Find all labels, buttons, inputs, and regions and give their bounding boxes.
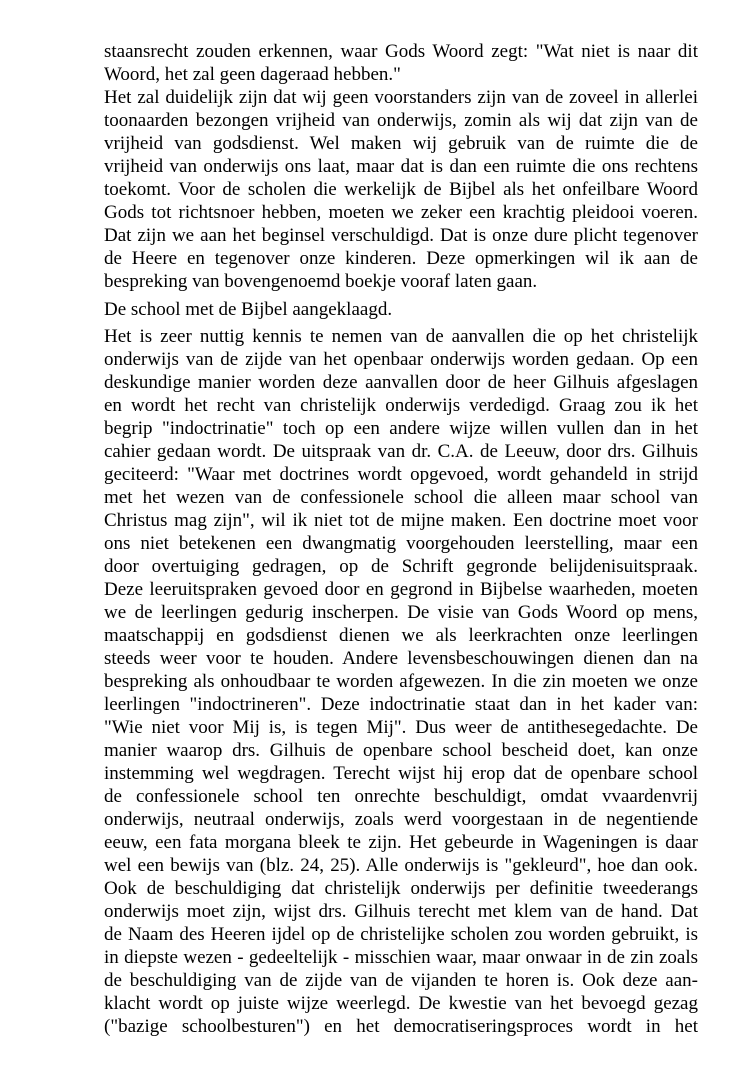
text-line: manier waarop drs. Gilhuis de openbare school bescheid doet, kan onze: [104, 740, 698, 761]
text-line: we de leerlingen gedurig inscherpen. De visie van Gods Woord op mens,: [104, 602, 698, 623]
text-line: Christus mag zijn", wil ik niet tot de mijne maken. Een doctrine moet voor: [104, 510, 698, 531]
text-line: Het is zeer nuttig kennis te nemen van de aanvallen die op het christelijk: [104, 326, 698, 347]
text-line: toonaarden bezongen vrijheid van onderwijs, zomin als wij dat zijn van de: [104, 110, 698, 131]
text-line: Het zal duidelijk zijn dat wij geen voorstanders zijn van de zoveel in allerlei: [104, 87, 698, 108]
text-line: de Heere en tegenover onze kinderen. Deze opmerkingen wil ik aan de: [104, 248, 698, 269]
text-line: Deze leeruitspraken gevoed door en gegrond in Bijbelse waarheden, moeten: [104, 579, 698, 600]
text-line: Dat zijn we aan het beginsel verschuldigd. Dat is onze dure plicht tegenover: [104, 225, 698, 246]
text-line: de beschuldiging van de zijde van de vijanden te horen is. Ook deze aan-: [104, 970, 698, 991]
text-line: de Naam des Heeren ijdel op de christelijke scholen zou worden gebruikt, is: [104, 924, 698, 945]
text-line: met het wezen van de confessionele school die alleen maar school van: [104, 487, 698, 508]
text-line: wel een bewijs van (blz. 24, 25). Alle onderwijs is "gekleurd", hoe dan ook.: [104, 855, 698, 876]
text-line: vrijheid van onderwijs ons laat, maar dat is dan een ruimte die ons rechtens: [104, 156, 698, 177]
body-paragraph: [104, 325, 698, 1038]
text-line: maatschappij en godsdienst dienen we als leerkrachten onze leerlingen: [104, 625, 698, 646]
text-line: Gods tot richtsnoer hebben, moeten we zeker een krachtig pleidooi voeren.: [104, 202, 698, 223]
text-line: cahier gedaan wordt. De uitspraak van dr. C.A. de Leeuw, door drs. Gilhuis: [104, 441, 698, 462]
text-line: bespreking van bovengenoemd boekje vooraf laten gaan.: [104, 271, 538, 292]
text-line: instemming wel wegdragen. Terecht wijst hij erop dat de openbare school: [104, 763, 698, 784]
text-line: onderwijs moet zijn, wijst drs. Gilhuis terecht met klem van de hand. Dat: [104, 901, 698, 922]
section-heading-text: De school met de Bijbel aangeklaagd.: [104, 299, 393, 320]
section-heading: [104, 298, 698, 321]
text-line: door overtuiging gedragen, op de Schrift gegronde belijdenisuitspraak.: [104, 556, 698, 577]
text-line: steeds weer voor te houden. Andere levensbeschouwingen dienen dan na: [104, 648, 698, 669]
text-line: bespreking als onhoudbaar te worden afgewezen. In die zin moeten we onze: [104, 671, 698, 692]
text-line: geciteerd: "Waar met doctrines wordt opgevoed, wordt gehandeld in strijd: [104, 464, 698, 485]
text-line: deskundige manier worden deze aanvallen door de heer Gilhuis afgeslagen: [104, 372, 698, 393]
text-line: en wordt het recht van christelijk onderwijs verdedigd. Graag zou ik het: [104, 395, 698, 416]
text-line: eeuw, een fata morgana bleek te zijn. Het gebeurde in Wageningen is daar: [104, 832, 698, 853]
text-line: klacht wordt op juiste wijze weerlegd. De kwestie van het bevoegd gezag: [104, 993, 698, 1014]
text-line: Woord, het zal geen dageraad hebben.": [104, 64, 401, 85]
text-line: "Wie niet voor Mij is, is tegen Mij". Dus weer de antithesegedachte. De: [104, 717, 698, 738]
text-line: ("bazige schoolbesturen") en het democratiseringsproces wordt in het: [104, 1016, 698, 1037]
text-line: staansrecht zouden erkennen, waar Gods Woord zegt: "Wat niet is naar dit: [104, 41, 698, 62]
text-line: begrip "indoctrinatie" toch op een andere wijze willen vullen dan in het: [104, 418, 698, 439]
intro-paragraph: [104, 40, 698, 293]
text-line: leerlingen "indoctrineren". Deze indoctrinatie staat dan in het kader van:: [104, 694, 698, 715]
text-line: onderwijs, neutraal onderwijs, zoals werd voorgestaan in de negentiende: [104, 809, 698, 830]
text-line: de confessionele school ten onrechte beschuldigt, omdat vvaardenvrij: [104, 786, 698, 807]
text-line: ons niet betekenen een dwangmatig voorgehouden leerstelling, maar een: [104, 533, 698, 554]
text-line: toekomt. Voor de scholen die werkelijk de Bijbel als het onfeilbare Woord: [104, 179, 698, 200]
text-line: Ook de beschuldiging dat christelijk onderwijs per definitie tweederangs: [104, 878, 698, 899]
text-line: onderwijs van de zijde van het openbaar onderwijs worden gedaan. Op een: [104, 349, 698, 370]
text-line: vrijheid van godsdienst. Wel maken wij gebruik van de ruimte die de: [104, 133, 698, 154]
text-line: in diepste wezen - gedeeltelijk - misschien waar, maar onwaar in de zin zoals: [104, 947, 698, 968]
